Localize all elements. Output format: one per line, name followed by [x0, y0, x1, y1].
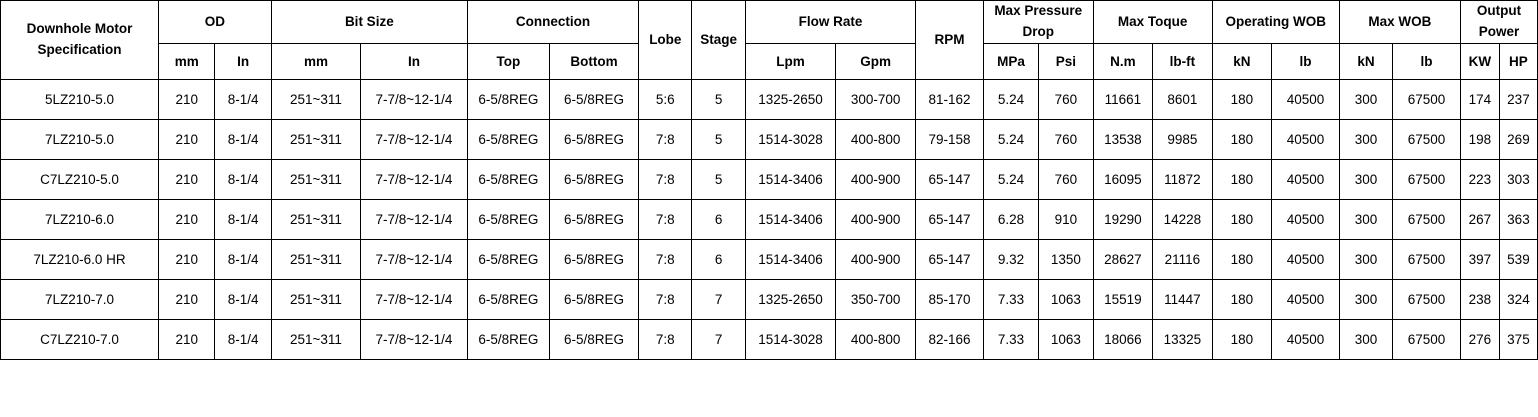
column-mwob-kn: kN: [1339, 43, 1392, 79]
column-power-kw: KW: [1460, 43, 1499, 79]
cell-lobe: 7:8: [639, 159, 692, 199]
cell-mpd-psi: 1350: [1039, 239, 1093, 279]
cell-owob-lb: 40500: [1272, 79, 1340, 119]
column-owob-lb: lb: [1272, 43, 1340, 79]
table-header: [1, 1, 1538, 80]
cell-conn-top: 6-5/8REG: [467, 159, 549, 199]
cell-stage: 5: [692, 159, 745, 199]
cell-bit-mm: 251~311: [271, 239, 360, 279]
cell-power-kw: 223: [1460, 159, 1499, 199]
table-row: [1, 319, 1538, 359]
cell-mpd-mpa: 7.33: [983, 319, 1038, 359]
cell-mwob-kn: 300: [1339, 319, 1392, 359]
cell-conn-bottom: 6-5/8REG: [549, 319, 638, 359]
cell-lobe: 5:6: [639, 79, 692, 119]
column-torque-nm: N.m: [1093, 43, 1153, 79]
cell-torque-nm: 19290: [1093, 199, 1153, 239]
cell-mwob-kn: 300: [1339, 199, 1392, 239]
column-group-output-power: [1460, 1, 1537, 44]
cell-od-in: 8-1/4: [215, 319, 271, 359]
cell-conn-top: 6-5/8REG: [467, 199, 549, 239]
cell-power-hp: 269: [1499, 119, 1537, 159]
cell-torque-nm: 13538: [1093, 119, 1153, 159]
cell-rpm: 79-158: [916, 119, 984, 159]
cell-mwob-lb: 67500: [1393, 119, 1461, 159]
cell-mwob-kn: 300: [1339, 159, 1392, 199]
cell-stage: 7: [692, 319, 745, 359]
cell-rpm: 65-147: [916, 239, 984, 279]
column-group-max-wob: Max WOB: [1339, 1, 1460, 44]
cell-conn-bottom: 6-5/8REG: [549, 239, 638, 279]
cell-rpm: 82-166: [916, 319, 984, 359]
header-row-groups: [1, 1, 1538, 44]
cell-flow-gpm: 400-900: [836, 199, 916, 239]
cell-power-hp: 237: [1499, 79, 1537, 119]
cell-spec: 7LZ210-5.0: [1, 119, 159, 159]
header-row-units: [1, 43, 1538, 79]
column-od-in: In: [215, 43, 271, 79]
cell-spec: 7LZ210-7.0: [1, 279, 159, 319]
cell-owob-lb: 40500: [1272, 279, 1340, 319]
cell-mpd-psi: 760: [1039, 159, 1093, 199]
cell-lobe: 7:8: [639, 239, 692, 279]
cell-power-kw: 276: [1460, 319, 1499, 359]
cell-owob-lb: 40500: [1272, 119, 1340, 159]
cell-flow-gpm: 400-900: [836, 239, 916, 279]
cell-conn-bottom: 6-5/8REG: [549, 199, 638, 239]
cell-stage: 6: [692, 199, 745, 239]
cell-mpd-mpa: 5.24: [983, 159, 1038, 199]
cell-bit-mm: 251~311: [271, 79, 360, 119]
column-flow-gpm: Gpm: [836, 43, 916, 79]
column-bit-mm: mm: [271, 43, 360, 79]
cell-od-in: 8-1/4: [215, 199, 271, 239]
cell-od-in: 8-1/4: [215, 239, 271, 279]
cell-bit-in: 7-7/8~12-1/4: [361, 79, 468, 119]
cell-bit-mm: 251~311: [271, 279, 360, 319]
cell-torque-lbft: 21116: [1153, 239, 1213, 279]
cell-od-in: 8-1/4: [215, 159, 271, 199]
cell-owob-kn: 180: [1212, 319, 1272, 359]
cell-lobe: 7:8: [639, 199, 692, 239]
cell-flow-gpm: 350-700: [836, 279, 916, 319]
column-group-max-pressure-drop: [983, 1, 1093, 44]
table-row: [1, 159, 1538, 199]
cell-od-mm: 210: [159, 239, 215, 279]
cell-power-hp: 363: [1499, 199, 1537, 239]
cell-mwob-kn: 300: [1339, 119, 1392, 159]
cell-torque-lbft: 11447: [1153, 279, 1213, 319]
cell-bit-mm: 251~311: [271, 319, 360, 359]
cell-conn-top: 6-5/8REG: [467, 119, 549, 159]
column-group-stage: Stage: [692, 1, 745, 80]
cell-mpd-mpa: 9.32: [983, 239, 1038, 279]
cell-spec: 7LZ210-6.0: [1, 199, 159, 239]
cell-rpm: 65-147: [916, 199, 984, 239]
cell-owob-kn: 180: [1212, 79, 1272, 119]
cell-bit-in: 7-7/8~12-1/4: [361, 119, 468, 159]
cell-owob-kn: 180: [1212, 239, 1272, 279]
cell-owob-lb: 40500: [1272, 199, 1340, 239]
column-mpd-mpa: MPa: [983, 43, 1038, 79]
column-owob-kn: kN: [1212, 43, 1272, 79]
cell-mwob-lb: 67500: [1393, 319, 1461, 359]
cell-bit-mm: 251~311: [271, 119, 360, 159]
cell-conn-bottom: 6-5/8REG: [549, 119, 638, 159]
table-row: [1, 239, 1538, 279]
cell-mpd-mpa: 5.24: [983, 119, 1038, 159]
cell-mpd-psi: 760: [1039, 119, 1093, 159]
cell-spec: 5LZ210-5.0: [1, 79, 159, 119]
cell-power-kw: 397: [1460, 239, 1499, 279]
cell-mwob-lb: 67500: [1393, 159, 1461, 199]
cell-mpd-psi: 1063: [1039, 319, 1093, 359]
cell-torque-lbft: 14228: [1153, 199, 1213, 239]
cell-mwob-lb: 67500: [1393, 199, 1461, 239]
cell-flow-lpm: 1514-3406: [745, 159, 835, 199]
cell-owob-lb: 40500: [1272, 159, 1340, 199]
cell-power-hp: 539: [1499, 239, 1537, 279]
cell-conn-bottom: 6-5/8REG: [549, 159, 638, 199]
cell-od-mm: 210: [159, 79, 215, 119]
cell-mwob-lb: 67500: [1393, 239, 1461, 279]
cell-flow-lpm: 1514-3406: [745, 199, 835, 239]
cell-lobe: 7:8: [639, 279, 692, 319]
cell-power-kw: 238: [1460, 279, 1499, 319]
column-group-flow-rate: Flow Rate: [745, 1, 915, 44]
cell-flow-gpm: 400-900: [836, 159, 916, 199]
cell-mpd-psi: 910: [1039, 199, 1093, 239]
cell-power-hp: 324: [1499, 279, 1537, 319]
cell-bit-in: 7-7/8~12-1/4: [361, 279, 468, 319]
cell-torque-nm: 15519: [1093, 279, 1153, 319]
column-group-max-pressure-drop-label: Max Pressure Drop: [994, 3, 1083, 39]
cell-torque-lbft: 11872: [1153, 159, 1213, 199]
cell-od-mm: 210: [159, 199, 215, 239]
cell-flow-lpm: 1514-3028: [745, 319, 835, 359]
column-group-connection: Connection: [467, 1, 638, 44]
column-flow-lpm: Lpm: [745, 43, 835, 79]
cell-owob-lb: 40500: [1272, 239, 1340, 279]
cell-bit-mm: 251~311: [271, 159, 360, 199]
cell-power-hp: 303: [1499, 159, 1537, 199]
column-bit-in: In: [361, 43, 468, 79]
cell-power-kw: 267: [1460, 199, 1499, 239]
cell-conn-top: 6-5/8REG: [467, 319, 549, 359]
column-group-output-power-label: Output Power: [1476, 3, 1522, 39]
cell-power-kw: 198: [1460, 119, 1499, 159]
column-conn-bottom: Bottom: [549, 43, 638, 79]
cell-flow-lpm: 1514-3406: [745, 239, 835, 279]
column-mwob-lb: lb: [1393, 43, 1461, 79]
cell-bit-in: 7-7/8~12-1/4: [361, 319, 468, 359]
column-group-spec: [1, 1, 159, 80]
cell-owob-kn: 180: [1212, 119, 1272, 159]
table-row: [1, 199, 1538, 239]
cell-mwob-lb: 67500: [1393, 279, 1461, 319]
column-mpd-psi: Psi: [1039, 43, 1093, 79]
cell-mpd-mpa: 6.28: [983, 199, 1038, 239]
cell-rpm: 85-170: [916, 279, 984, 319]
cell-mpd-psi: 1063: [1039, 279, 1093, 319]
cell-conn-bottom: 6-5/8REG: [549, 79, 638, 119]
cell-lobe: 7:8: [639, 119, 692, 159]
cell-torque-nm: 18066: [1093, 319, 1153, 359]
cell-conn-top: 6-5/8REG: [467, 279, 549, 319]
cell-torque-nm: 11661: [1093, 79, 1153, 119]
cell-od-in: 8-1/4: [215, 279, 271, 319]
table-row: [1, 119, 1538, 159]
column-group-rpm: RPM: [916, 1, 984, 80]
cell-conn-top: 6-5/8REG: [467, 239, 549, 279]
table-body: [1, 79, 1538, 359]
cell-flow-lpm: 1325-2650: [745, 279, 835, 319]
cell-flow-lpm: 1514-3028: [745, 119, 835, 159]
cell-power-hp: 375: [1499, 319, 1537, 359]
cell-stage: 5: [692, 79, 745, 119]
column-group-od: OD: [159, 1, 272, 44]
cell-bit-in: 7-7/8~12-1/4: [361, 159, 468, 199]
cell-flow-gpm: 300-700: [836, 79, 916, 119]
cell-spec: C7LZ210-7.0: [1, 319, 159, 359]
column-power-hp: HP: [1499, 43, 1537, 79]
cell-od-in: 8-1/4: [215, 79, 271, 119]
cell-mwob-kn: 300: [1339, 239, 1392, 279]
cell-spec: 7LZ210-6.0 HR: [1, 239, 159, 279]
cell-flow-lpm: 1325-2650: [745, 79, 835, 119]
cell-owob-kn: 180: [1212, 279, 1272, 319]
cell-stage: 6: [692, 239, 745, 279]
cell-bit-in: 7-7/8~12-1/4: [361, 239, 468, 279]
cell-conn-bottom: 6-5/8REG: [549, 279, 638, 319]
column-conn-top: Top: [467, 43, 549, 79]
column-group-spec-label: Downhole Motor Specification: [26, 21, 133, 57]
cell-torque-nm: 16095: [1093, 159, 1153, 199]
column-group-lobe: Lobe: [639, 1, 692, 80]
cell-conn-top: 6-5/8REG: [467, 79, 549, 119]
cell-mwob-kn: 300: [1339, 279, 1392, 319]
cell-od-mm: 210: [159, 119, 215, 159]
table-row: [1, 279, 1538, 319]
cell-torque-nm: 28627: [1093, 239, 1153, 279]
cell-mwob-kn: 300: [1339, 79, 1392, 119]
cell-od-in: 8-1/4: [215, 119, 271, 159]
cell-bit-mm: 251~311: [271, 199, 360, 239]
cell-torque-lbft: 9985: [1153, 119, 1213, 159]
cell-owob-kn: 180: [1212, 199, 1272, 239]
column-torque-lbft: lb-ft: [1153, 43, 1213, 79]
cell-od-mm: 210: [159, 279, 215, 319]
cell-mpd-mpa: 7.33: [983, 279, 1038, 319]
column-od-mm: mm: [159, 43, 215, 79]
column-group-max-torque: Max Toque: [1093, 1, 1212, 44]
cell-torque-lbft: 8601: [1153, 79, 1213, 119]
cell-bit-in: 7-7/8~12-1/4: [361, 199, 468, 239]
cell-rpm: 65-147: [916, 159, 984, 199]
cell-od-mm: 210: [159, 159, 215, 199]
cell-spec: C7LZ210-5.0: [1, 159, 159, 199]
column-group-bit-size: Bit Size: [271, 1, 467, 44]
column-group-operating-wob: Operating WOB: [1212, 1, 1339, 44]
cell-torque-lbft: 13325: [1153, 319, 1213, 359]
cell-mpd-psi: 760: [1039, 79, 1093, 119]
cell-power-kw: 174: [1460, 79, 1499, 119]
cell-od-mm: 210: [159, 319, 215, 359]
cell-rpm: 81-162: [916, 79, 984, 119]
cell-mwob-lb: 67500: [1393, 79, 1461, 119]
table-row: [1, 79, 1538, 119]
cell-owob-kn: 180: [1212, 159, 1272, 199]
cell-mpd-mpa: 5.24: [983, 79, 1038, 119]
cell-stage: 7: [692, 279, 745, 319]
cell-owob-lb: 40500: [1272, 319, 1340, 359]
cell-flow-gpm: 400-800: [836, 119, 916, 159]
cell-flow-gpm: 400-800: [836, 319, 916, 359]
cell-lobe: 7:8: [639, 319, 692, 359]
cell-stage: 5: [692, 119, 745, 159]
